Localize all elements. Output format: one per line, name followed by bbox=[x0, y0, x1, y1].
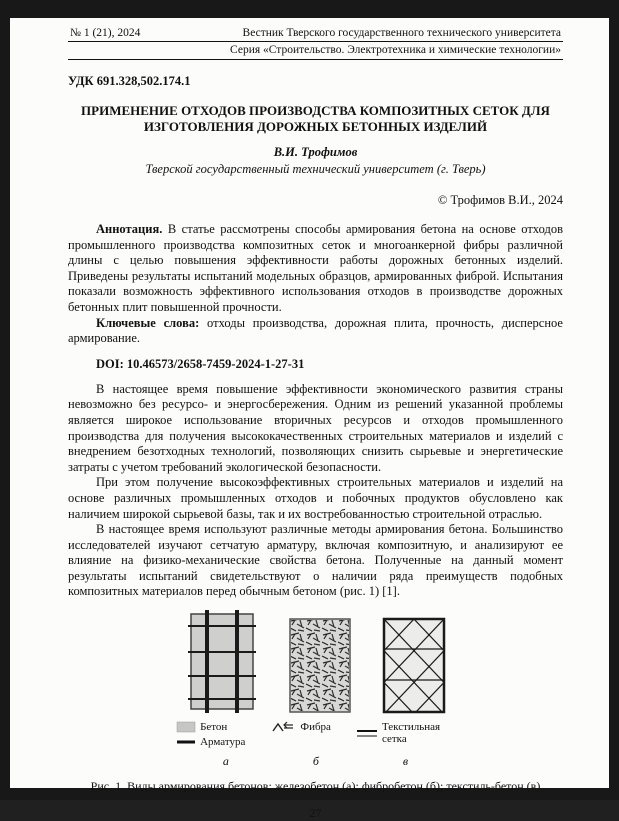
body-paragraph-2: При этом получение высокоэффективных строительных материалов и изделий на основе различных промышленных отходов и побочных продуктов обусловлено как наличием широкой сырьевой базы, так и их востребованностью строительной отраслью. bbox=[68, 475, 563, 521]
abstract-paragraph bbox=[68, 222, 563, 316]
legend-label-rebar: Арматура bbox=[200, 736, 246, 749]
body-paragraph-3: В настоящее время используют различные методы армирования бетона. Большинство исследователей изучают сетчатую арматуру, включая композитную, и анализируют ее влияние на физико-механические свойства бетона. Полученные на данный момент результаты испытаний свидетельствуют о наличии ряда преимуществ подобных композитных материалов перед обычным бетоном (рис. 1) [1]. bbox=[68, 522, 563, 599]
body-paragraph-1: В настоящее время повышение эффективности экономического развития страны невозможно без ресурсо- и энергосбережения. Одним из решений указанной проблемы является широкое использование вторичных ресурсов и отходов промышленного производства для получения высококачественных строительных материалов и изделий с внедрением безотходных технологий, позволяющих снизить сырьевые и энергетические затраты с учетом требований экологической безопасности. bbox=[68, 381, 563, 474]
legend-label-textile: Текстильная сетка bbox=[381, 721, 441, 746]
legend-label-concrete: Бетон bbox=[200, 721, 228, 734]
author-name: В.И. Трофимов bbox=[273, 145, 358, 159]
copyright-line: © Трофимов В.И., 2024 bbox=[437, 193, 563, 207]
sublabel-v: в bbox=[402, 754, 409, 769]
legend-label-fiber: Фибра bbox=[300, 721, 331, 734]
page-number: 27 bbox=[309, 806, 322, 821]
document-sheet bbox=[10, 18, 609, 821]
author-affiliation: Тверской государственный технический университет (г. Тверь) bbox=[145, 162, 486, 176]
legend-col-concrete bbox=[177, 721, 245, 748]
header-row-1 bbox=[68, 24, 563, 42]
journal-title: Вестник Тверского государственного технического университета bbox=[242, 27, 561, 39]
udk-code: УДК 691.328,502.174.1 bbox=[68, 74, 191, 88]
legend-item-concrete bbox=[177, 721, 245, 733]
legend-col-fiber bbox=[271, 721, 331, 733]
textile-mesh-line-icon bbox=[357, 727, 377, 739]
doi-line: DOI: 10.46573/2658-7459-2024-1-27-31 bbox=[96, 356, 305, 371]
sublabel-a: а bbox=[222, 754, 229, 769]
figure-sublabels bbox=[68, 754, 563, 769]
fiber-icon bbox=[271, 721, 295, 733]
legend-item-rebar bbox=[177, 736, 245, 748]
article-title: ПРИМЕНЕНИЕ ОТХОДОВ ПРОИЗВОДСТВА КОМПОЗИТНЫХ СЕТОК ДЛЯ ИЗГОТОВЛЕНИЯ ДОРОЖНЫХ БЕТОННЫХ ИЗДЕЛИЙ bbox=[81, 103, 550, 134]
header-row-2 bbox=[68, 42, 563, 60]
legend-item-textile bbox=[357, 721, 454, 745]
legend-item-fiber bbox=[271, 721, 331, 733]
legend-col-textile bbox=[357, 721, 454, 745]
keywords-paragraph bbox=[68, 316, 563, 347]
keywords-label: Ключевые слова: bbox=[96, 315, 200, 330]
page-header bbox=[68, 24, 563, 60]
rebar-line-icon bbox=[177, 737, 195, 747]
figure-caption: Рис. 1. Виды армирования бетонов: железобетон (а); фибробетон (б); текстиль-бетон (в) bbox=[90, 779, 541, 794]
reinforced-concrete-figure bbox=[187, 610, 257, 713]
sublabel-b: б bbox=[312, 754, 319, 769]
abstract-label: Аннотация. bbox=[96, 222, 163, 236]
keywords-text: отходы производства, дорожная плита, прочность, дисперсное армирование. bbox=[68, 315, 563, 346]
figure-1 bbox=[68, 610, 563, 713]
concrete-swatch-icon bbox=[177, 722, 195, 732]
fiber-concrete-figure bbox=[289, 618, 351, 713]
textile-concrete-figure bbox=[383, 618, 445, 713]
figure-legend bbox=[68, 721, 563, 748]
issue-number: № 1 (21), 2024 bbox=[70, 27, 141, 39]
abstract-text: В статье рассмотрены способы армирования бетона на основе отходов промышленного производства композитных сеток и многоанкерной фибры различной длины с целью повышения эффективности работы дорожных бетонных изделий. Приведены результаты испытаний модельных образцов, армированных фиброй. Испытания показали возможность эффективного использования отходов в производстве дорожных бетонных плит повышенной прочности. bbox=[68, 222, 563, 314]
series-title: Серия «Строительство. Электротехника и химические технологии» bbox=[230, 44, 561, 56]
